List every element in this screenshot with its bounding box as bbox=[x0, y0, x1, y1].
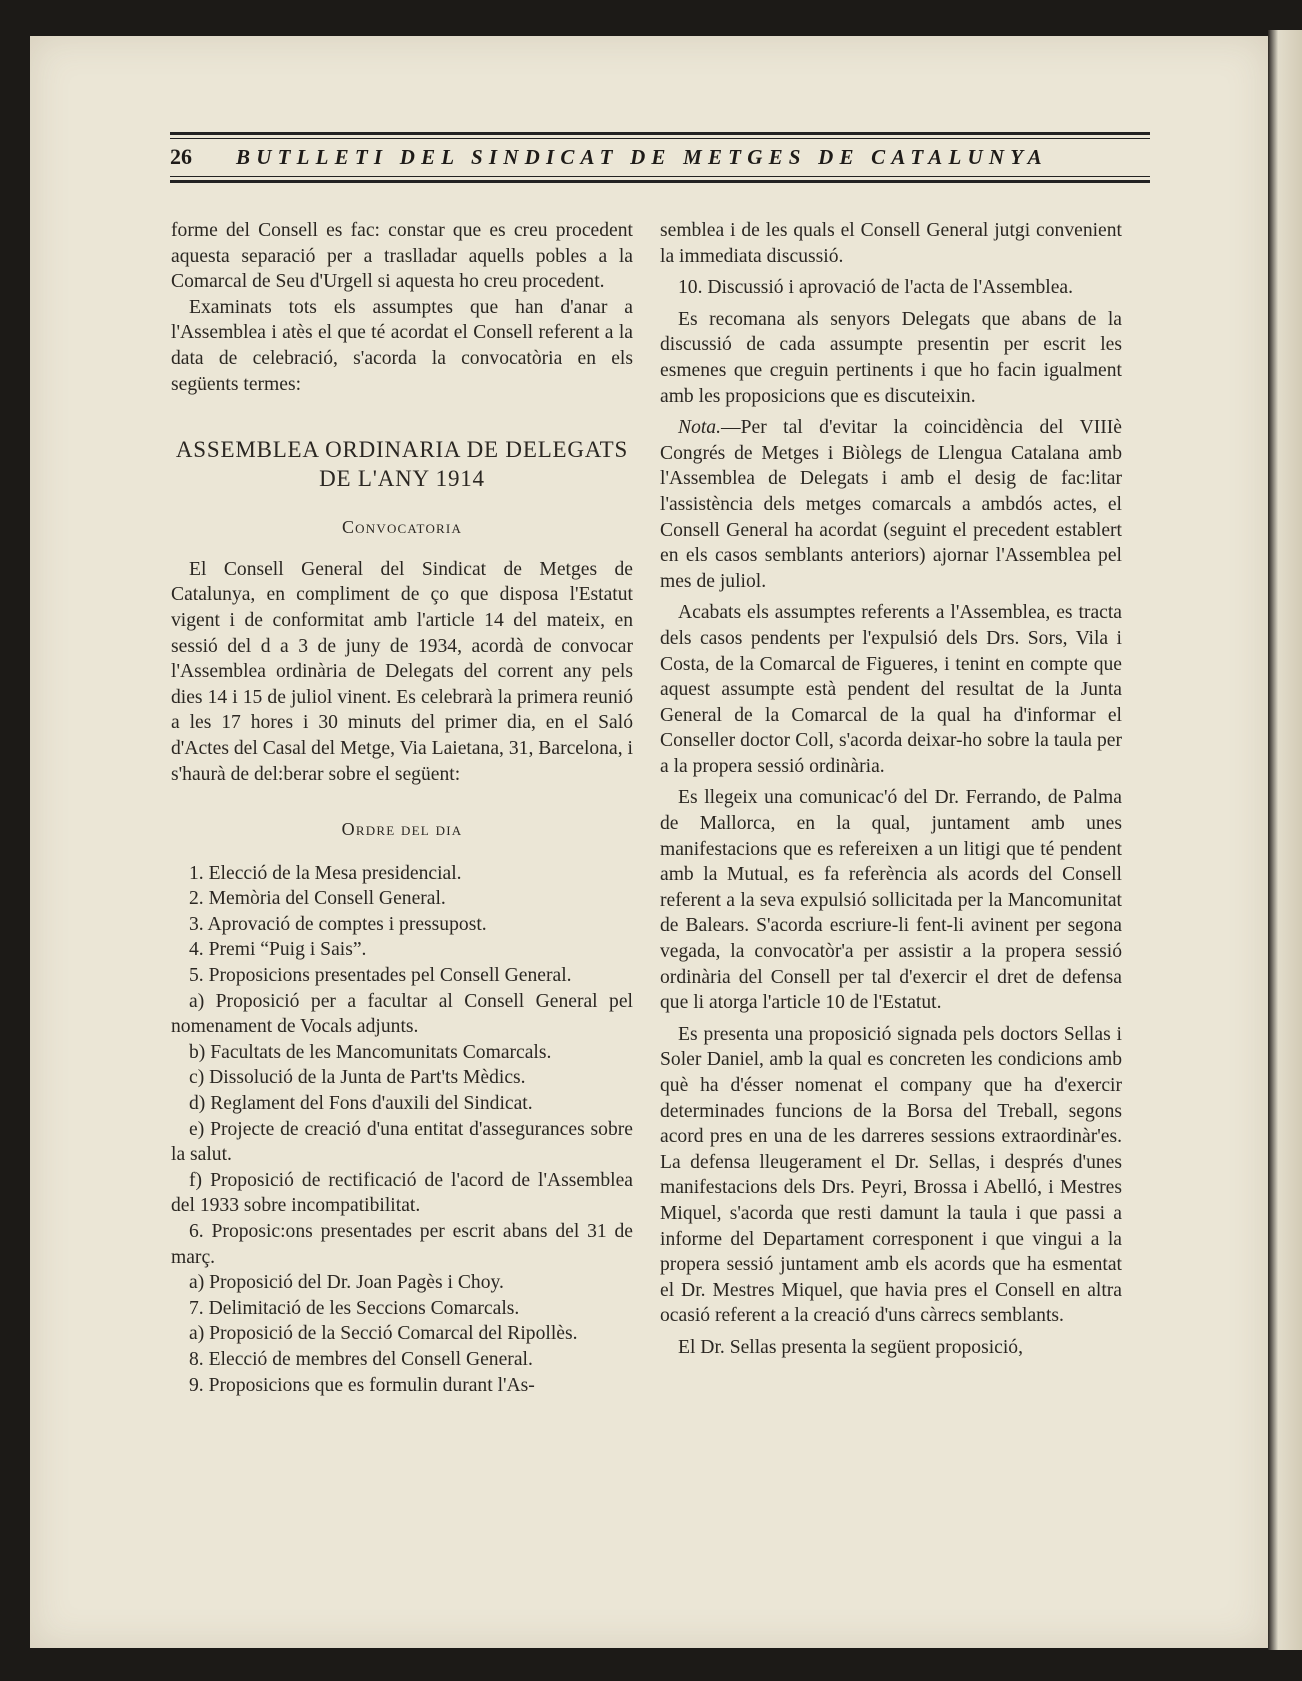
agenda-item: d) Reglament del Fons d'auxili del Sindicat. bbox=[189, 1093, 533, 1115]
paragraph: El Consell General del Sindicat de Metges de Catalunya, en compliment de ço que disposa l'Estatut vigent i de conformitat amb l'article 14 del mateix, en sessió del d a 3 de juny de 1934, acordà de convocar l'Assemblea ordinària de Delegats del corrent any pels dies 14 i 15 de juliol vinent. Es celebrarà la primera reunió a les 17 hores i 30 minuts del primer dia, en el Saló d'Actes del Casal del Metge, Via Laietana, 31, Barcelona, i s'haurà de del:berar sobre el següent: bbox=[171, 558, 633, 785]
agenda-item: a) Proposició del Dr. Joan Pagès i Choy. bbox=[189, 1272, 504, 1294]
agenda-item: a) Proposició de la Secció Comarcal del Ripollès. bbox=[189, 1323, 578, 1345]
nota-text: —Per tal d'evitar la coincidència del VIIIè Congrés de Metges i Biòlegs de Llengua Catalana amb l'Assemblea de Delegats i amb el desig de fac:litar l'assistència dels metges comarcals a ambdós actes, el Consell General ha acordat (seguint el precedent establert en els casos semblants anteriors) ajornar l'Assemblea pel mes de juliol. bbox=[660, 417, 1122, 592]
paragraph: Es recomana als senyors Delegats que abans de la discussió de cada assumpte presentin per escrit les esmenes que creguin pertinents i que ho facin igualment amb les proposicions que es discuteixin. bbox=[660, 308, 1122, 407]
header-row bbox=[170, 142, 1150, 172]
paragraph: Es llegeix una comunicac'ó del Dr. Ferrando, de Palma de Mallorca, en la qual, juntament amb unes manifestacions que es refereixen a un litigi que té pendent amb la Mutual, es fa referència als acords del Consell referent a la seva expulsió sollicitada per la Mancomunitat de Balears. S'acorda escriure-li fent-li avinent per segona vegada, la convocatòr'a per assistir a la propera sessió ordinària del Consell per tal d'exercir el dret de defensa que li atorga l'article 10 de l'Estatut. bbox=[660, 787, 1122, 1014]
paragraph: forme del Consell es fac: constar que es creu procedent aquesta separació per a traslladar aquells pobles a la Comarcal de Seu d'Urgell si aquesta ho creu procedent. bbox=[171, 220, 633, 293]
agenda-item: 8. Elecció de membres del Consell General. bbox=[189, 1348, 533, 1370]
agenda-item: b) Facultats de les Mancomunitats Comarcals. bbox=[189, 1041, 552, 1063]
header-rule-top-thick bbox=[170, 132, 1150, 135]
paragraph: Es presenta una proposició signada pels doctors Sellas i Soler Daniel, amb la qual es concreten les condicions amb què ha d'ésser nomenat el company que ha d'exercir determinades funcions de la Borsa del Treball, segons acord pres en una de les darreres sessions extraordinàr'es. La defensa lleugerament el Dr. Sellas, i després d'unes manifestacions dels Drs. Peyri, Brossa i Abelló, i Mestres Miquel, s'acorda que resti damunt la taula i que passi a informe del Departament corresponent i que vingui a la propera sessió juntament amb els acords que ha esmentat el Dr. Mestres Miquel, que havia pres el Consell en altra ocasió referent a la creació d'uns càrrecs semblants. bbox=[660, 1023, 1122, 1327]
agenda-item: 9. Proposicions que es formulin durant l'As- bbox=[189, 1374, 535, 1396]
running-title: BUTLLETI DEL SINDICAT DE METGES DE CATALUNYA bbox=[236, 144, 1048, 169]
paragraph: Examinats tots els assumptes que han d'anar a l'Assemblea i atès el que té acordat el Consell referent a la data de celebració, s'acorda la convocatòria en els següents termes: bbox=[171, 296, 633, 395]
agenda-item: f) Proposició de rectificació de l'acord de l'Assemblea del 1933 sobre incompatibilitat. bbox=[171, 1169, 633, 1217]
agenda-item: a) Proposició per a facultar al Consell General pel nomenament de Vocals adjunts. bbox=[171, 990, 633, 1038]
order-of-day-title: Ordre del dia bbox=[341, 819, 463, 840]
page-header bbox=[170, 98, 1150, 188]
paragraph: Acabats els assumptes referents a l'Assemblea, es tracta dels casos pendents per l'expulsió dels Drs. Sors, Vila i Costa, de la Comarcal de Figueres, i tenint en compte que aquest assumpte està pendent del resultat de la Junta General de la Comarcal de la qual ha d'informar el Conseller doctor Coll, s'acorda deixar-ho sobre la taula per a la propera sessió ordinària. bbox=[660, 602, 1122, 777]
agenda-item: 1. Elecció de la Mesa presidencial. bbox=[189, 862, 462, 884]
agenda-item: 3. Aprovació de comptes i pressupost. bbox=[189, 913, 487, 935]
scan-edge-right bbox=[1268, 30, 1302, 1650]
agenda-item: 7. Delimitació de les Seccions Comarcals. bbox=[189, 1297, 520, 1319]
agenda-list bbox=[171, 861, 633, 1398]
header-rule-top-thin bbox=[170, 138, 1150, 139]
agenda-item: 6. Proposic:ons presentades per escrit abans del 31 de març. bbox=[171, 1221, 633, 1268]
left-column bbox=[171, 218, 633, 1398]
convocatoria-title: Convocatoria bbox=[341, 517, 463, 538]
document-page bbox=[30, 36, 1268, 1648]
agenda-item: 4. Premi “Puig i Sais”. bbox=[189, 939, 367, 961]
nota-paragraph bbox=[660, 415, 1122, 594]
paragraph: El Dr. Sellas presenta la següent proposició, bbox=[678, 1336, 1023, 1358]
agenda-item: c) Dissolució de la Junta de Part'ts Mèdics. bbox=[189, 1067, 526, 1089]
header-rule-bottom-thin bbox=[170, 176, 1150, 177]
paragraph: semblea i de les quals el Consell General jutgi convenient la immediata discussió. bbox=[660, 220, 1122, 267]
right-column bbox=[660, 218, 1122, 1361]
nota-label: Nota. bbox=[678, 417, 722, 439]
agenda-item: 5. Proposicions presentades pel Consell General. bbox=[189, 965, 572, 987]
agenda-item: 2. Memòria del Consell General. bbox=[189, 888, 446, 910]
header-rule-bottom-thick bbox=[170, 180, 1150, 183]
agenda-item: e) Projecte de creació d'una entitat d'assegurances sobre la salut. bbox=[171, 1118, 633, 1166]
page-number: 26 bbox=[170, 144, 192, 169]
section-heading: ASSEMBLEA ORDINARIA DE DELEGATS DE L'ANY 1914 bbox=[175, 437, 629, 492]
paragraph: 10. Discussió i aprovació de l'acta de l'Assemblea. bbox=[678, 277, 1074, 299]
